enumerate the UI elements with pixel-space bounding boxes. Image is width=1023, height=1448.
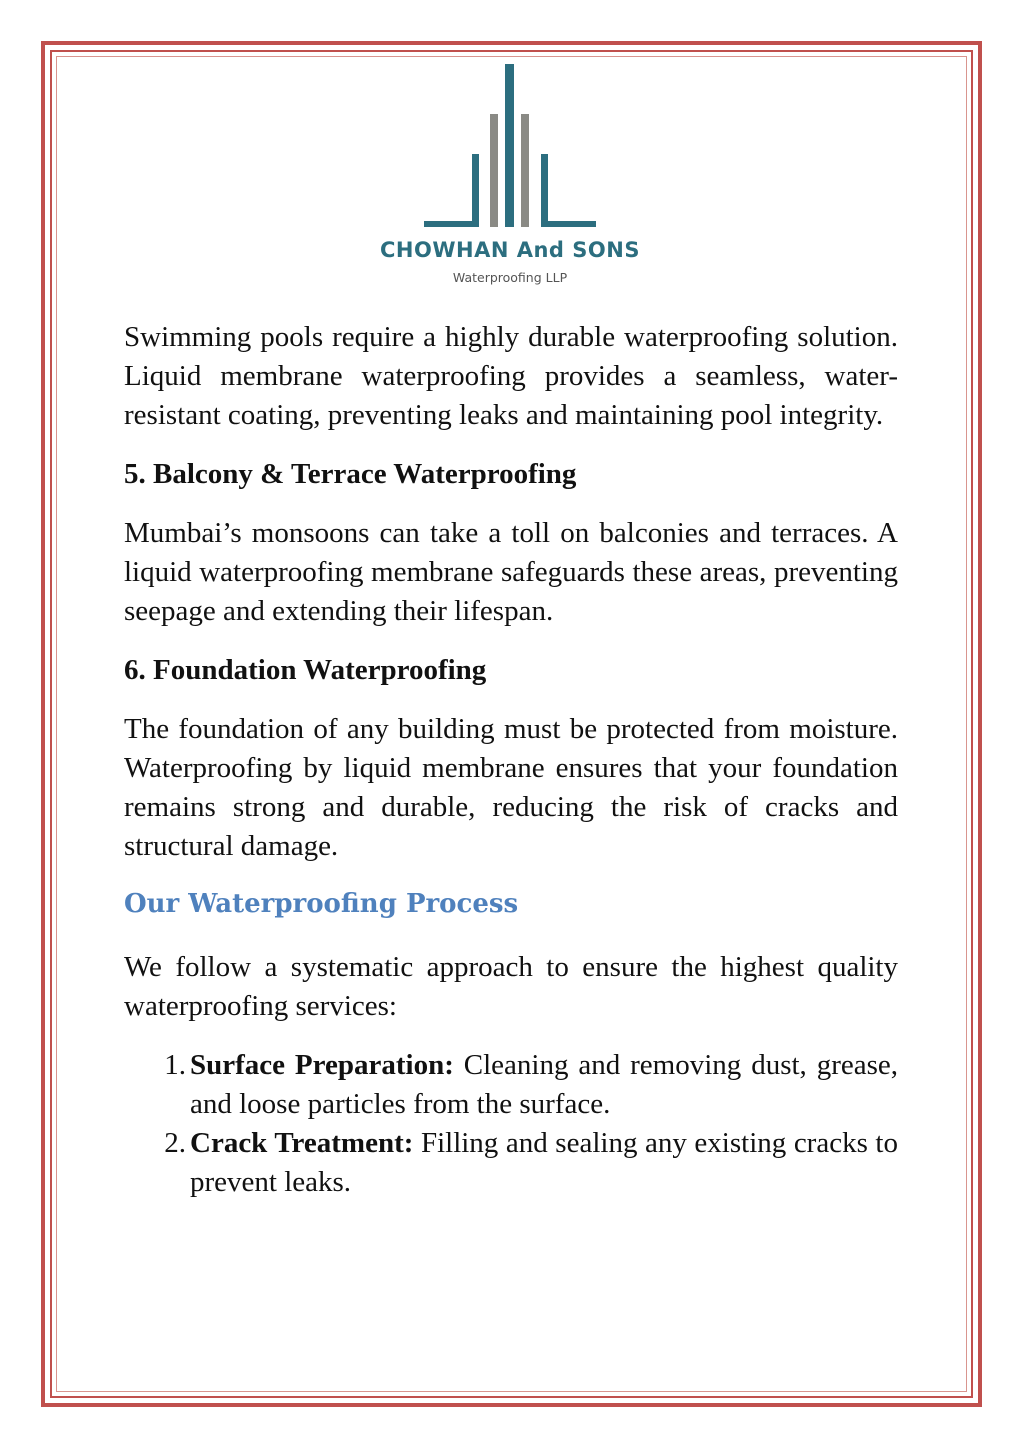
foundation-paragraph: The foundation of any building must be protected from moisture. Waterproofing by liquid membrane ensures that your foundation remains strong and durable, reducing the risk of cracks and structural damage. [124, 713, 898, 862]
list-item [124, 1046, 898, 1124]
step-text: Filling and sealing any existing cracks to prevent leaks. [190, 1127, 898, 1198]
step-label: Surface Preparation: [190, 1049, 454, 1081]
process-section-title: Our Waterproofing Process [124, 889, 519, 919]
document-body [124, 318, 898, 1202]
building-bars-icon [424, 64, 596, 229]
logo-company-subtitle: Waterproofing LLP [452, 270, 568, 285]
step-body [190, 1124, 898, 1202]
step-number: 2. [164, 1127, 186, 1159]
balcony-heading: 5. Balcony & Terrace Waterproofing [124, 458, 577, 490]
logo-company-name: CHOWHAN And SONS [380, 238, 640, 262]
step-number: 1. [164, 1049, 186, 1081]
company-logo [360, 64, 660, 294]
list-item [124, 1124, 898, 1202]
process-steps-list [124, 1046, 898, 1202]
process-intro-paragraph: We follow a systematic approach to ensure the highest quality waterproofing services: [124, 951, 898, 1022]
pools-paragraph: Swimming pools require a highly durable waterproofing solution. Liquid membrane waterproofing provides a seamless, water-resistant coating, preventing leaks and maintaining pool integrity. [124, 321, 898, 431]
foundation-heading: 6. Foundation Waterproofing [124, 654, 487, 686]
step-text: Cleaning and removing dust, grease, and loose particles from the surface. [190, 1049, 898, 1120]
balcony-paragraph: Mumbai’s monsoons can take a toll on balconies and terraces. A liquid waterproofing membrane safeguards these areas, preventing seepage and extending their lifespan. [124, 517, 898, 627]
step-label: Crack Treatment: [190, 1127, 414, 1159]
step-body [190, 1046, 898, 1124]
